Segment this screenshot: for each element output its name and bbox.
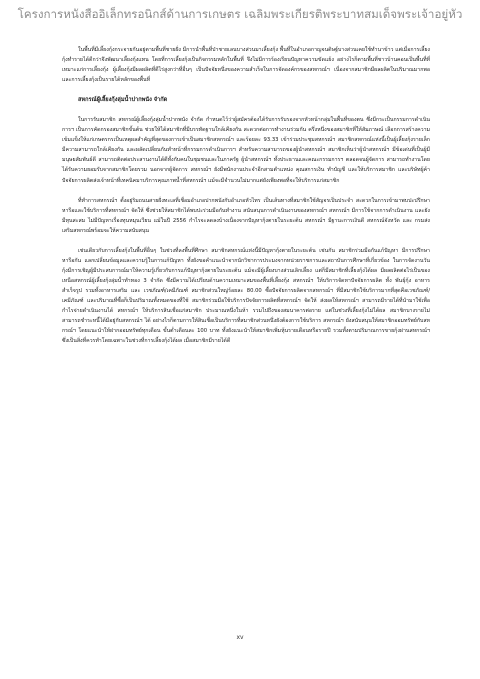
paragraph-3: ที่ทำการสหกรณ์ฯ ตั้งอยู่ริมถนนสายฝั่งทะเลที่เชื่อมอำเภอปากพนังกับอำเภอหัวไทร เป็นเส้นทางที่สมาชิกใช้สัญจรเป็นประจำ สะดวกในการเข้ามาพบปะปรึกษาหารือและใช้บริการที่สหกรณ์ฯ จัดให้ ซึ่งช่วยให้สมาชิกได้พบปะร่วมมือกันทำงาน สนับสนุนการดำเนินงานของสหกรณ์ฯ สหกรณ์ฯ มีการใช้จากการดำเนินงาน และยังมีทุนสะสม ไม่มีปัญหาเรื่องทุนหมุนเวียน แม้ในปี 2556 กำไรจะลดลงบ้างเนื่องจากปัญหากุ้งตายในระยะต้น สหกรณ์ฯ มีฐานะการเงินดี สหกรณ์จังหวัด และ กรมส่งเสริมสหกรณ์พร้อมจะให้ความสนับสนุน: [62, 197, 430, 234]
paragraph-1: ในพื้นที่มีเลี้ยงกุ้งกระจายกันอยู่ตามพื้นที่ชายฝั่ง มีการนำพื้นที่ป่าชายเลนบางส่วนมาเลี้ยงกุ้ง พื้นที่ในอำเภอกาญจนดิษฐ์บางส่วนเคยใช้ทำนาข้าว แต่เมื่อการเลี้ยงกุ้งทำรายได้ดีกว่าจึงพัฒนาเลี้ยงกุ้งแทน โดยที่การเลี้ยงกุ้งเป็นกิจกรรมหลักในพื้นที่ จึงไม่มีการร้องเรียนปัญหาความขัดแย้ง อย่างไรก็ตามพื้นที่ชาวบ้านคอนเป็นพื้นที่ที่เหมาะแก่การเลี้ยงกุ้ง ผู้เลี้ยงกุ้งมีผลผลิตที่ดีไร่สูงกว่าที่อื่นๆ เป็นปัจจัยหนึ่งของความสำเร็จในการจัดองค์กรของสหกรณ์ฯ เนื่องจากสมาชิกมีผลผลิตในปริมาณมากพอ และการเลี้ยงกุ้งเป็นรายได้หลักของพื้นที่: [62, 47, 430, 84]
page-number: xv: [236, 634, 244, 641]
publication-header: โครงการหนังสืออิเล็กทรอนิกส์ด้านการเกษตร เฉลิมพระเกียรติพระบาทสมเด็จพระเจ้าอยู่หัว: [17, 7, 463, 21]
document-body: [62, 45, 430, 346]
paragraph-2: ในการรับสมาชิก สหกรณ์ผู้เลี้ยงกุ้งลุ่มน้ำปากพนัง จำกัด กำหนดไว้ว่าผู้สมัครต้องได้รับการรับรองจากหัวหน้ากลุ่มในพื้นที่ของตน ซึ่งมีกระเป็นกรรมการดำเนินการฯ เป็นการคัดกรองสมาชิกขั้นต้น ช่วยให้ได้สมาชิกที่มีบรรทัดฐานใกล้เคียงกัน สะดวกต่อการทำงานร่วมกัน ครึ่งหนึ่งของสมาชิกที่ให้สัมภาษณ์ เลือกการสร้างความเข้มแข็งให้แก่เกษตรกรเป็นเหตุผลสำคัญที่สุดของการเข้าเป็นสมาชิกสหกรณ์ฯ และร้อยละ 93.33 เข้าร่วมประชุมสหกรณ์ฯ สมาชิกสหกรณ์แห่งนี้เป็นผู้เลี้ยงกุ้งรายเล็ก มีความสามารถใกล้เคียงกัน และผลัดเปลี่ยนกันทำหน้าที่กรรมการดำเนินการฯ สำหรับความสามารถของผู้นำสหกรณ์ฯ สมาชิกเห็นว่าผู้นำสหกรณ์ฯ มีข้อเด่นที่เป็นผู้มีมนุษยสัมพันธ์ดี สามารถติดต่อประสานงานได้ดีทั้งกับคนในชุมชนและในภาครัฐ ผู้นำสหกรณ์ฯ ทั้งประธานและคณะกรรมการฯ ตลอดจนผู้จัดการ สามารถทำงานโดยได้รับความยอมรับจากสมาชิกโดยรวม นอกจากผู้จัดการ สหกรณ์ฯ ยังมีพนักงานประจำอีกสามตำแหน่ง คุณสการเงิน ทำบัญชี และให้บริการสมาชิก และบริษัทผู้ค้าปัจจัยการผลิตส่งเจ้าหน้าที่เทคนิคมาบริการคุณภาพน้ำที่สหกรณ์ฯ แม้จะมีจำนวนไม่มากแต่ยังเพียงพอที่จะให้บริการแก่สมาชิก: [62, 117, 430, 184]
section-heading: สหกรณ์ผู้เลี้ยงกุ้งลุ่มน้ำปากพนัง จำกัด: [78, 97, 168, 104]
paragraph-4: เช่นเดียวกับการเลี้ยงกุ้งในพื้นที่อื่นๆ ในช่วงที่ลงพื้นที่ศึกษา สมาชิกสหกรณ์แห่งนี้มีปัญหากุ้งตายในระยะต้น เช่นกัน สมาชิกร่วมมือกันแก้ปัญหา มีการปรึกษาหารือกัน แลกเปลี่ยนข้อมูลและความรู้ในการแก้ปัญหา ทั้งยังขอคำแนะนำจากนักวิชาการประมงจากหน่วยราชการและสถาบันการศึกษาที่เกี่ยวข้อง ในการจัดงานวันกุ้งมีการเชิญผู้มีประสบการณ์มาให้ความรู้เกี่ยวกับการแก้ปัญหากุ้งตายในระยะต้น แม้จะมีผู้เลี้ยงบางส่วนเลิกเลี้ยง แต่ก็มีสมาชิกที่เลี้ยงกุ้งได้ผล มีผลผลิตต่อไร่เป็นของเหนือสหกรณ์ผู้เลี้ยงกุ้งลุ่มน้ำทำทอง 3 จำกัด ซึ่งมีความได้เปรียบด้านความเหมาะสมของพื้นที่เลี้ยงกุ้ง สหกรณ์ฯ ให้บริการจัดหาปัจจัยการผลิต ทั้ง พันธุ์กุ้ง อาหารสำเร็จรูป รวมทั้งอาหารเสริม และ เวชภัณฑ์/เคมีภัณฑ์ สมาชิกส่วนใหญ่ร้อยละ 80.00 ซื้อปัจจัยการผลิตจากสหกรณ์ฯ ที่มีสมาชิกใช้บริการมากที่สุดคือเวชภัณฑ์/เคมีภัณฑ์ และปริมาณที่ซื้อก็เป็นปริมาณทั้งหมดของที่ใช้ สมาชิกร่วมมือใช้บริการปัจจัยการผลิตที่สหกรณ์ฯ จัดให้ ส่งผลให้สหกรณ์ฯ สามารถมีรายได้ที่นำมาใช้เพื่อกำไรจ่ายดำเนินงานได้ สหกรณ์ฯ ให้บริการสินเชื่อแก่สมาชิก ประมาณหนึ่งในห้า รวมไปถึงของสมนาคารต่อราย แต่ในช่วงที่เลี้ยงกุ้งไม่ได้ผล สมาชิกบางรายไม่สามารถชำระหนี้ได้มีอยู่กับสหกรณ์ฯ ได้ อย่างไรก็ตามการให้สินเชื่อเป็นบริการที่สมาชิกส่วนหนึ่งยังต้องการใช้บริการ สหกรณ์ฯ ยังสนับสนุนให้สมาชิกออมทรัพย์กับสหกรณ์ฯ โดยแนะนำให้ฝากออมทรัพย์ทุกเดือน ขั้นต่ำเดือนละ 100 บาท ทั้งยังแนะนำให้สมาชิกเพิ่มหุ้นรายเดือนหรือรายปี รวมทั้งตามปริมาณการขายกุ้งผ่านสหกรณ์ฯ ซึ่งเป็นสิ่งที่ควรทำโดยเฉพาะในช่วงที่การเลี้ยงกุ้งได้ผล เมื่อสมาชิกมีรายได้ดี: [62, 247, 430, 345]
